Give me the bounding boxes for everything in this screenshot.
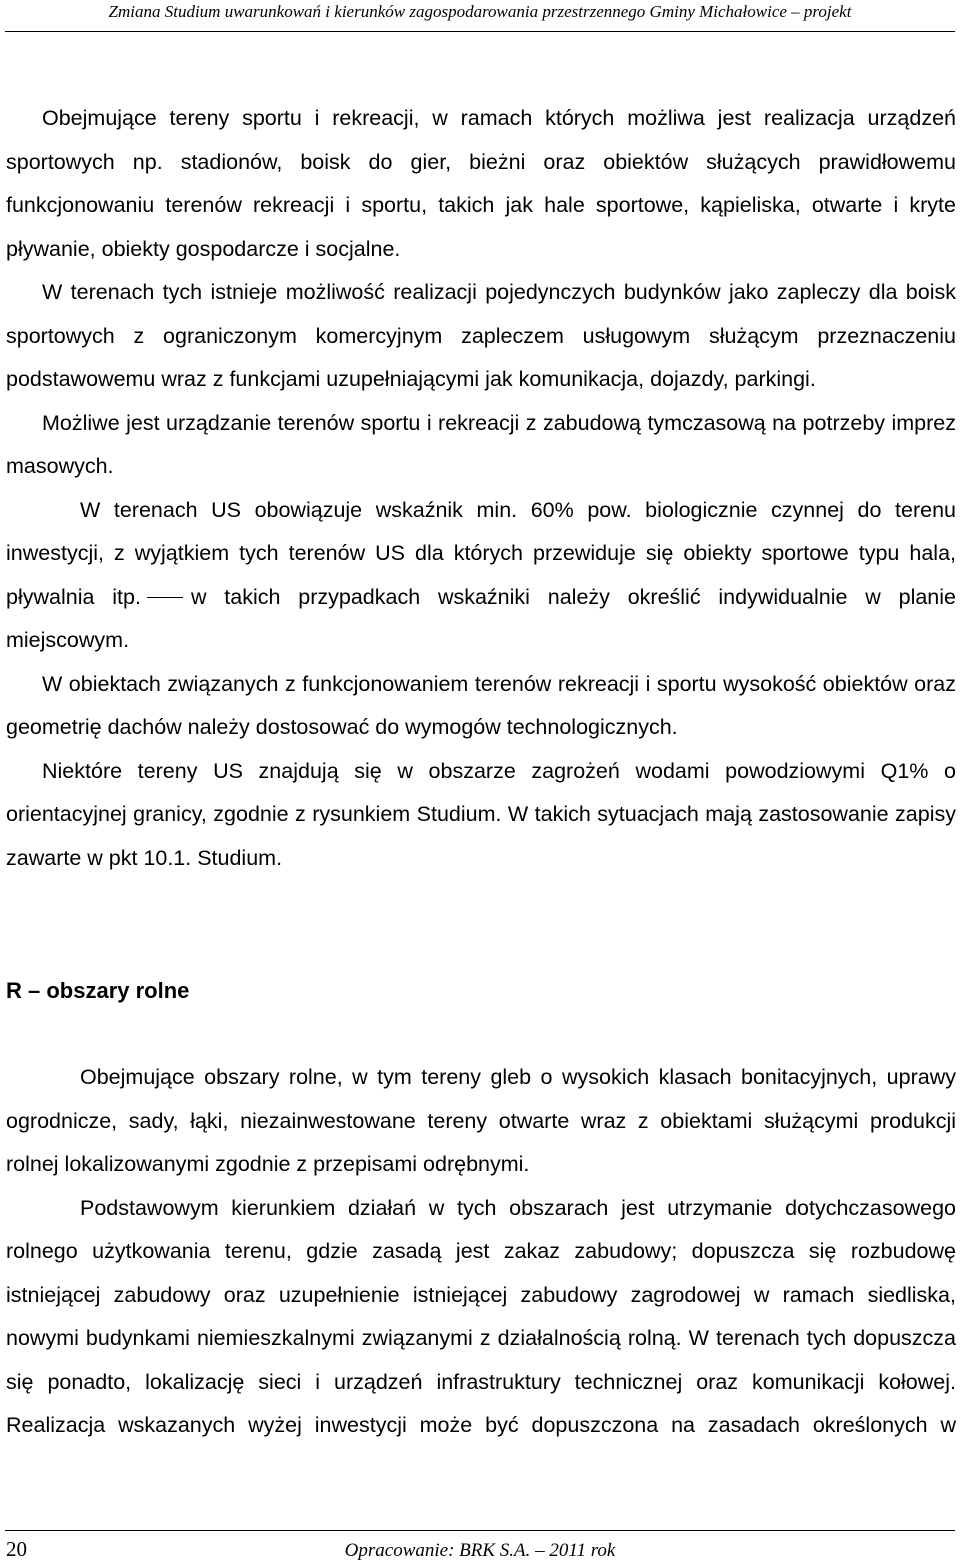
r-paragraph-2: Podstawowym kierunkiem działań w tych obszarach jest utrzymanie dotychczasowego rolnego użytkowania terenu, gdzie zasadą jest zakaz zabudowy; dopuszcza się rozbudowę istniejącej zabudowy oraz uzupełnienie istniejącej zabudowy zagrodowej w ramach siedliska, nowymi budynkami niemieszkalnymi związanymi z działalnością rolną. W terenach tych dopuszcza się ponadto, lokalizację sieci i urządzeń infrastruktury technicznej oraz komunikacji kołowej. Realizacja wskazanych wyżej inwestycji może być dopuszczona na zasadach określonych w [6, 1195, 956, 1437]
r-section-body [6, 1056, 956, 1448]
us-paragraph-5: W obiektach związanych z funkcjonowaniem terenów rekreacji i sportu wysokość obiektów oraz geometrię dachów należy dostosować do wymogów technologicznych. [6, 671, 956, 739]
page-header: Zmiana Studium uwarunkowań i kierunków zagospodarowania przestrzennego Gminy Michałowice – projekt [108, 2, 852, 21]
us-paragraph-4-part-b: w takich przypadkach wskaźniki należy określić indywidualnie w planie miejscowym. [6, 584, 956, 652]
us-paragraph-2: W terenach tych istnieje możliwość realizacji pojedynczych budynków jako zapleczy dla boisk sportowych z ograniczonym komercyjnym zapleczem usługowym służącym przeznaczeniu podstawowemu wraz z funkcjami uzupełniającymi jak komunikacja, dojazdy, parkingi. [6, 280, 956, 391]
us-paragraph-4 [6, 489, 956, 663]
footer-rule [5, 1530, 955, 1531]
us-section-body [6, 97, 956, 880]
page-number: 20 [6, 1537, 27, 1561]
us-paragraph-3: Możliwe jest urządzanie terenów sportu i rekreacji z zabudową tymczasową na potrzeby imprez masowych. [6, 410, 956, 478]
dash-separator [147, 597, 183, 598]
r-paragraph-1: Obejmujące obszary rolne, w tym tereny gleb o wysokich klasach bonitacyjnych, uprawy ogrodnicze, sady, łąki, niezainwestowane tereny otwarte wraz z obiektami służącymi produkcji rolnej lokalizowanymi zgodnie z przepisami odrębnymi. [6, 1065, 956, 1176]
us-paragraph-1: Obejmujące tereny sportu i rekreacji, w ramach których możliwa jest realizacja urządzeń sportowych np. stadionów, boisk do gier, bieżni oraz obiektów służących prawidłowemu funkcjonowaniu terenów rekreacji i sportu, takich jak hale sportowe, kąpieliska, otwarte i kryte pływanie, obiekty gospodarcze i socjalne. [6, 106, 956, 261]
section-heading-r: R – obszary rolne [6, 978, 190, 1003]
us-paragraph-4-part-a: W terenach US obowiązuje wskaźnik min. 60% pow. biologicznie czynnej do terenu inwestycji, z wyjątkiem tych terenów US dla których przewiduje się obiekty sportowe typu hala, pływalnia itp. [6, 497, 956, 609]
us-paragraph-6: Niektóre tereny US znajdują się w obszarze zagrożeń wodami powodziowymi Q1% o orientacyjnej granicy, zgodnie z rysunkiem Studium. W takich sytuacjach mają zastosowanie zapisy zawarte w pkt 10.1. Studium. [6, 758, 956, 870]
footer-credit: Opracowanie: BRK S.A. – 2011 rok [344, 1540, 616, 1561]
header-rule [5, 31, 955, 32]
